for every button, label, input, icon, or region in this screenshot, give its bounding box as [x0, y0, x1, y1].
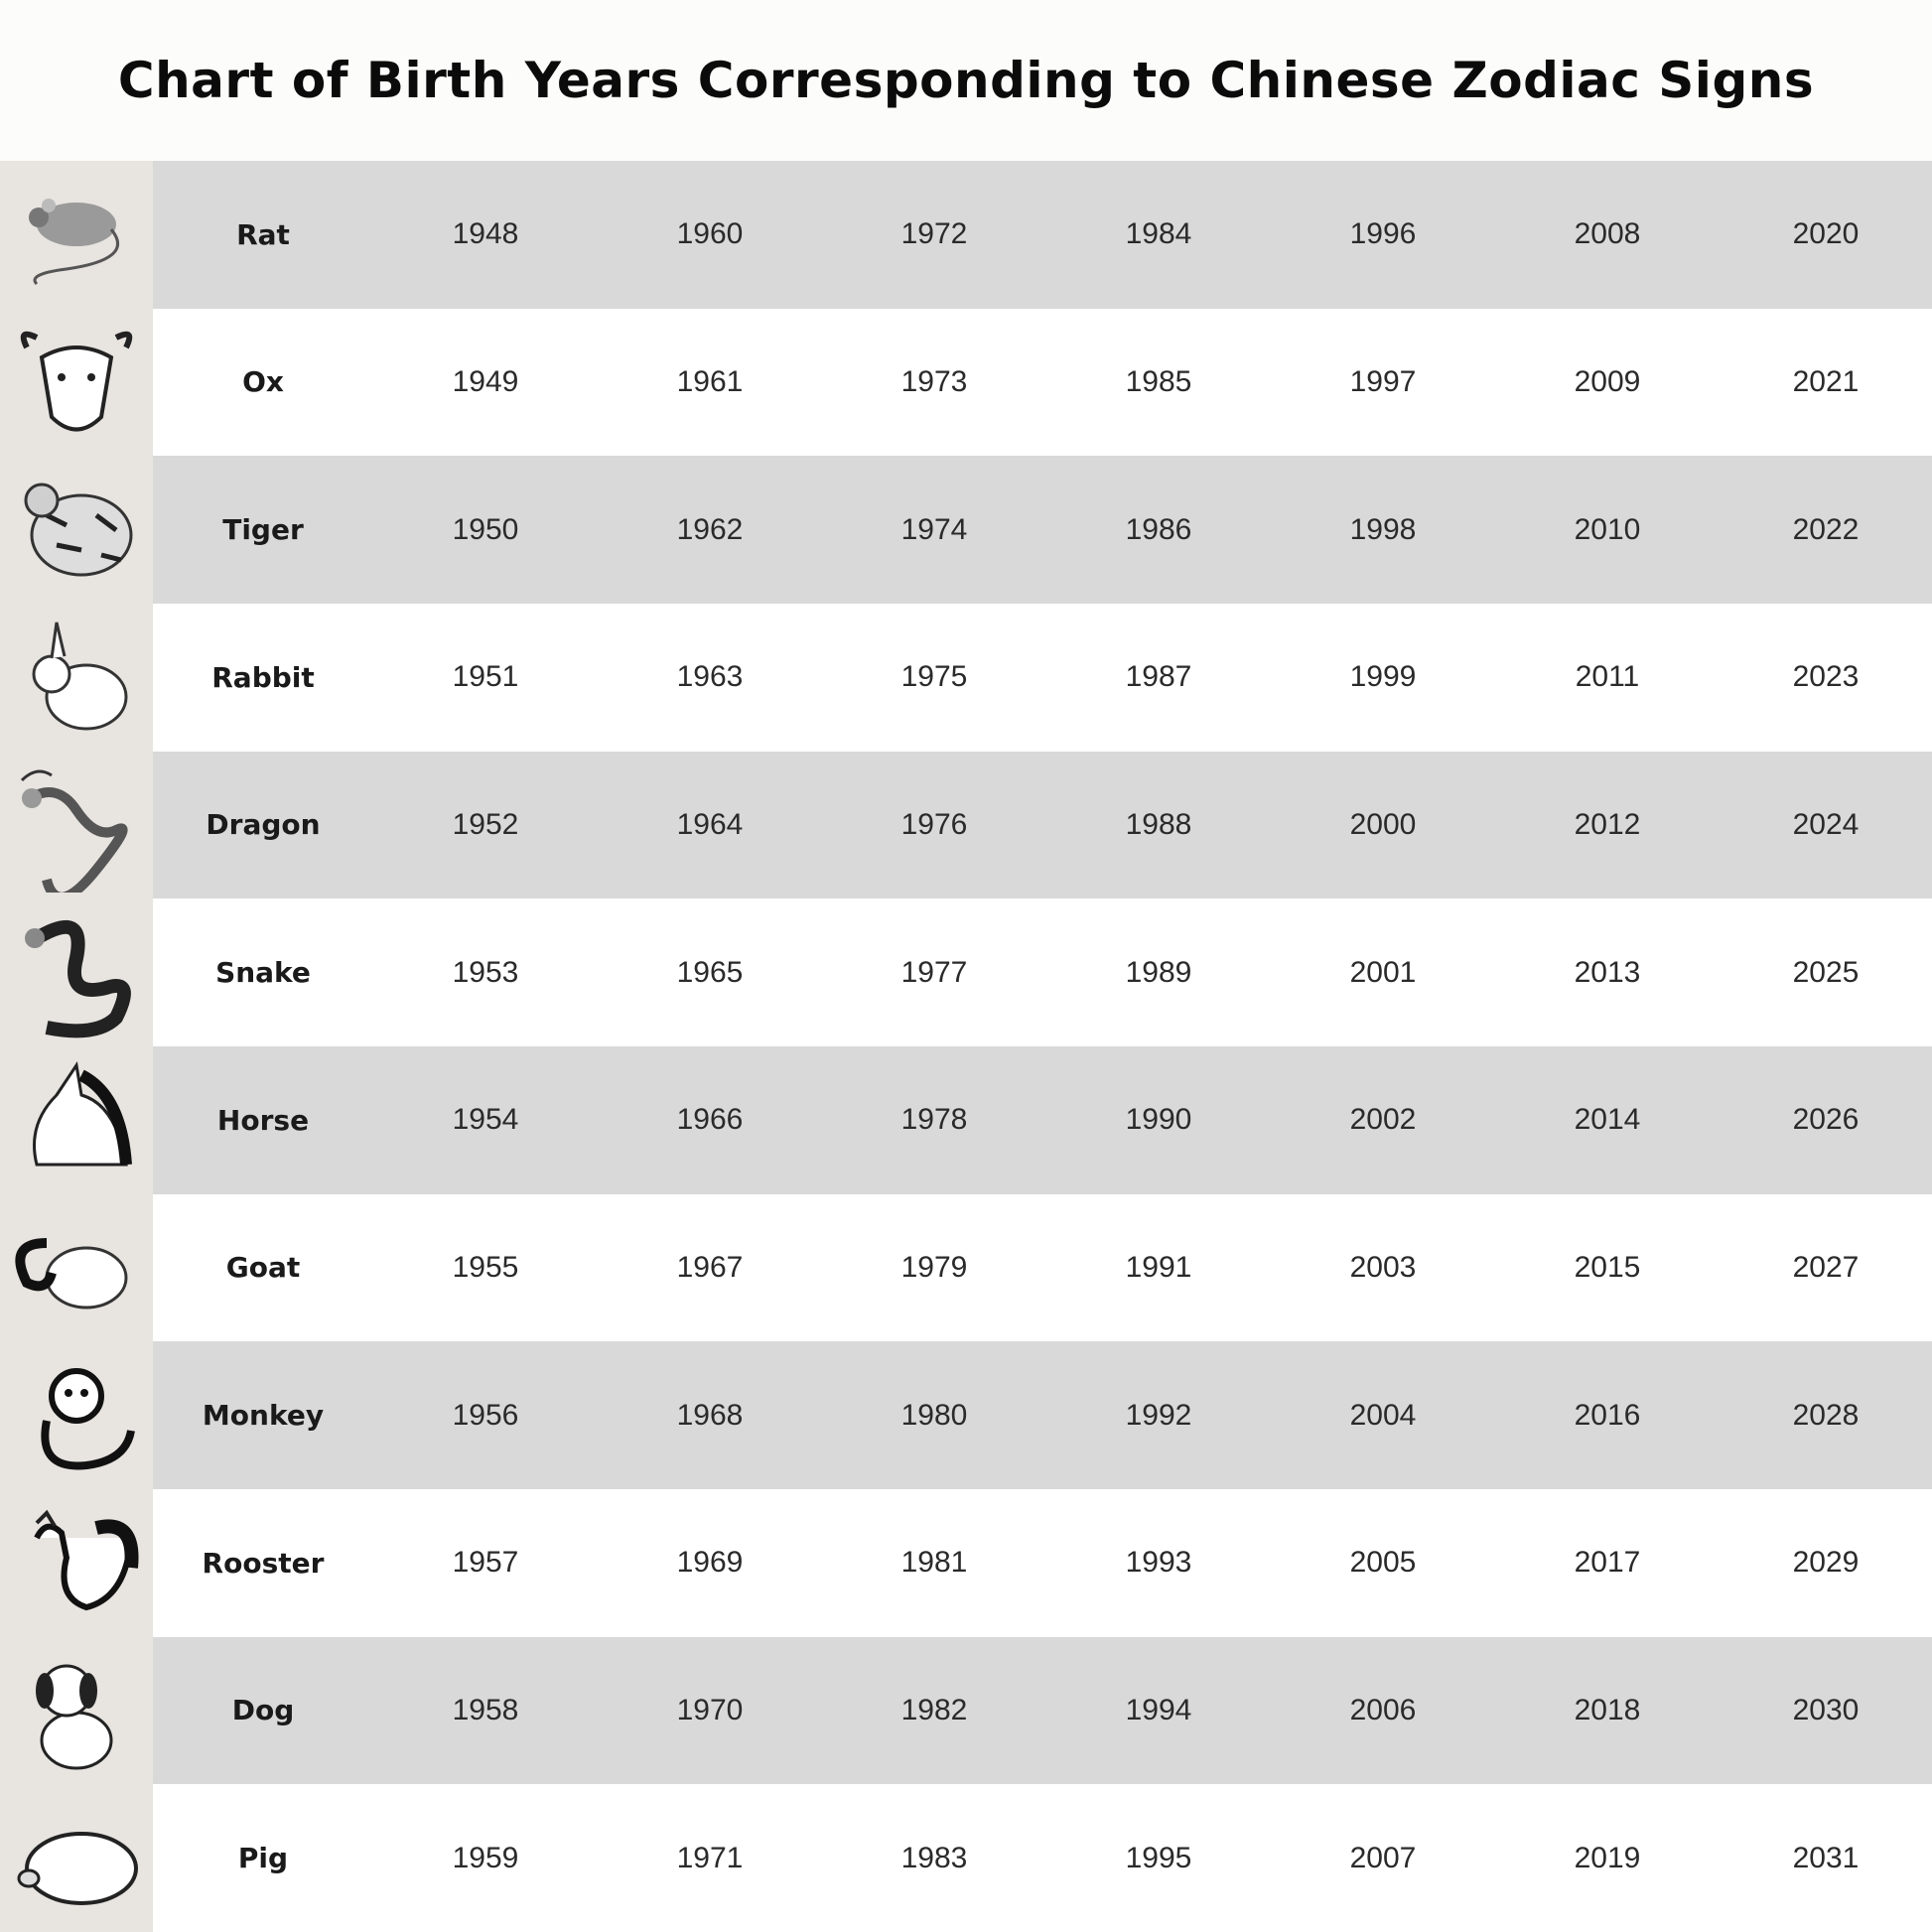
year-cell: 2027 — [1792, 1250, 1860, 1284]
year-cell: 1953 — [452, 955, 519, 989]
year-cell: 1963 — [676, 660, 744, 694]
year-cell: 1985 — [1125, 364, 1192, 398]
year-cell: 1989 — [1125, 955, 1192, 989]
zodiac-icon-cell — [0, 604, 153, 752]
zodiac-sign-label: Dragon — [206, 808, 321, 842]
zodiac-sign-label: Snake — [215, 956, 311, 990]
year-cell: 1962 — [676, 512, 744, 546]
row-cells — [153, 1489, 1932, 1637]
table-row — [0, 1784, 1932, 1932]
year-cell: 2018 — [1574, 1693, 1641, 1726]
year-cell: 1965 — [676, 955, 744, 989]
year-cell: 2017 — [1574, 1546, 1641, 1580]
year-cell: 2003 — [1349, 1250, 1417, 1284]
year-cell: 2014 — [1574, 1103, 1641, 1137]
year-cell: 1951 — [452, 660, 519, 694]
year-cell: 1970 — [676, 1693, 744, 1726]
year-cell: 1995 — [1125, 1841, 1192, 1874]
zodiac-icon-cell — [0, 1046, 153, 1194]
year-cell: 2005 — [1349, 1546, 1417, 1580]
zodiac-icon-cell — [0, 898, 153, 1046]
table-row — [0, 1046, 1932, 1194]
year-cell: 1982 — [900, 1693, 968, 1726]
year-cell: 2013 — [1574, 955, 1641, 989]
dog-icon — [7, 1643, 146, 1778]
zodiac-sign-label: Monkey — [202, 1399, 325, 1433]
year-cell: 2024 — [1792, 807, 1860, 841]
year-cell: 2021 — [1792, 364, 1860, 398]
year-cell: 2016 — [1574, 1398, 1641, 1432]
year-cell: 2015 — [1574, 1250, 1641, 1284]
year-cell: 2026 — [1792, 1103, 1860, 1137]
zodiac-sign-label: Dog — [231, 1694, 295, 1727]
table-row — [0, 309, 1932, 457]
table-row — [0, 1194, 1932, 1342]
table-row — [0, 161, 1932, 309]
row-cells — [153, 752, 1932, 899]
pig-icon — [7, 1791, 146, 1926]
row-cells — [153, 898, 1932, 1046]
year-cell: 2001 — [1349, 955, 1417, 989]
year-cell: 2028 — [1792, 1398, 1860, 1432]
year-cell: 1972 — [900, 217, 968, 251]
year-cell: 2000 — [1349, 807, 1417, 841]
row-cells — [153, 161, 1932, 309]
year-cell: 1987 — [1125, 660, 1192, 694]
year-cell: 2008 — [1574, 217, 1641, 251]
zodiac-icon-cell — [0, 752, 153, 899]
row-cells — [153, 604, 1932, 752]
table-row — [0, 752, 1932, 899]
year-cell: 2007 — [1349, 1841, 1417, 1874]
row-cells — [153, 1194, 1932, 1342]
year-cell: 2030 — [1792, 1693, 1860, 1726]
table-row — [0, 898, 1932, 1046]
year-cell: 2022 — [1792, 512, 1860, 546]
year-cell: 1961 — [676, 364, 744, 398]
row-cells — [153, 1637, 1932, 1785]
year-cell: 1955 — [452, 1250, 519, 1284]
year-cell: 1952 — [452, 807, 519, 841]
year-cell: 1994 — [1125, 1693, 1192, 1726]
zodiac-sign-label: Goat — [225, 1251, 301, 1285]
year-cell: 2031 — [1792, 1841, 1860, 1874]
zodiac-sign-label: Rooster — [202, 1546, 325, 1580]
year-cell: 2011 — [1575, 660, 1640, 694]
table-row — [0, 1637, 1932, 1785]
year-cell: 2020 — [1792, 217, 1860, 251]
zodiac-icon-cell — [0, 1489, 153, 1637]
year-cell: 2010 — [1574, 512, 1641, 546]
year-cell: 1975 — [900, 660, 968, 694]
year-cell: 2025 — [1792, 955, 1860, 989]
year-cell: 1973 — [900, 364, 968, 398]
year-cell: 1988 — [1125, 807, 1192, 841]
year-cell: 1986 — [1125, 512, 1192, 546]
year-cell: 1996 — [1349, 217, 1417, 251]
year-cell: 1971 — [676, 1841, 744, 1874]
year-cell: 1984 — [1125, 217, 1192, 251]
year-cell: 1998 — [1349, 512, 1417, 546]
zodiac-table — [0, 161, 1932, 1932]
goat-icon — [7, 1200, 146, 1335]
year-cell: 2006 — [1349, 1693, 1417, 1726]
rooster-icon — [7, 1495, 146, 1630]
zodiac-icon-cell — [0, 309, 153, 457]
zodiac-icon-cell — [0, 161, 153, 309]
year-cell: 1980 — [900, 1398, 968, 1432]
year-cell: 1956 — [452, 1398, 519, 1432]
tiger-icon — [7, 463, 146, 598]
dragon-icon — [7, 758, 146, 893]
ox-icon — [7, 315, 146, 450]
table-row — [0, 1489, 1932, 1637]
year-cell: 1949 — [452, 364, 519, 398]
year-cell: 1997 — [1349, 364, 1417, 398]
monkey-icon — [7, 1348, 146, 1483]
year-cell: 2029 — [1792, 1546, 1860, 1580]
year-cell: 1991 — [1125, 1250, 1192, 1284]
zodiac-sign-label: Ox — [242, 365, 284, 399]
table-row — [0, 604, 1932, 752]
year-cell: 1966 — [676, 1103, 744, 1137]
year-cell: 1974 — [900, 512, 968, 546]
year-cell: 1990 — [1125, 1103, 1192, 1137]
year-cell: 1999 — [1349, 660, 1417, 694]
year-cell: 1979 — [900, 1250, 968, 1284]
zodiac-sign-label: Horse — [216, 1103, 310, 1137]
year-cell: 1950 — [452, 512, 519, 546]
year-cell: 1959 — [452, 1841, 519, 1874]
zodiac-sign-label: Pig — [237, 1842, 289, 1875]
zodiac-sign-label: Rat — [236, 217, 290, 251]
rabbit-icon — [7, 610, 146, 745]
horse-icon — [7, 1052, 146, 1187]
year-cell: 1978 — [900, 1103, 968, 1137]
year-cell: 2004 — [1349, 1398, 1417, 1432]
row-cells — [153, 1784, 1932, 1932]
year-cell: 1964 — [676, 807, 744, 841]
zodiac-icon-cell — [0, 1637, 153, 1785]
year-cell: 1967 — [676, 1250, 744, 1284]
zodiac-sign-label: Rabbit — [211, 660, 315, 694]
year-cell: 1968 — [676, 1398, 744, 1432]
row-cells — [153, 456, 1932, 604]
year-cell: 1992 — [1125, 1398, 1192, 1432]
year-cell: 1957 — [452, 1546, 519, 1580]
year-cell: 2002 — [1349, 1103, 1417, 1137]
year-cell: 1948 — [452, 217, 519, 251]
year-cell: 1976 — [900, 807, 968, 841]
year-cell: 1981 — [900, 1546, 968, 1580]
year-cell: 2009 — [1574, 364, 1641, 398]
year-cell: 2023 — [1792, 660, 1860, 694]
row-cells — [153, 1046, 1932, 1194]
year-cell: 2019 — [1574, 1841, 1641, 1874]
rat-icon — [7, 167, 146, 302]
year-cell: 1983 — [900, 1841, 968, 1874]
year-cell: 1977 — [900, 955, 968, 989]
year-cell: 1960 — [676, 217, 744, 251]
year-cell: 1993 — [1125, 1546, 1192, 1580]
zodiac-sign-label: Tiger — [222, 513, 304, 547]
year-cell: 1954 — [452, 1103, 519, 1137]
row-cells — [153, 309, 1932, 457]
zodiac-icon-cell — [0, 1341, 153, 1489]
year-cell: 2012 — [1574, 807, 1641, 841]
zodiac-icon-cell — [0, 1784, 153, 1932]
table-row — [0, 456, 1932, 604]
row-cells — [153, 1341, 1932, 1489]
zodiac-icon-cell — [0, 456, 153, 604]
year-cell: 1958 — [452, 1693, 519, 1726]
page-title: Chart of Birth Years Corresponding to Chinese Zodiac Signs — [0, 0, 1932, 161]
table-row — [0, 1341, 1932, 1489]
year-cell: 1969 — [676, 1546, 744, 1580]
snake-icon — [7, 905, 146, 1040]
zodiac-icon-cell — [0, 1194, 153, 1342]
